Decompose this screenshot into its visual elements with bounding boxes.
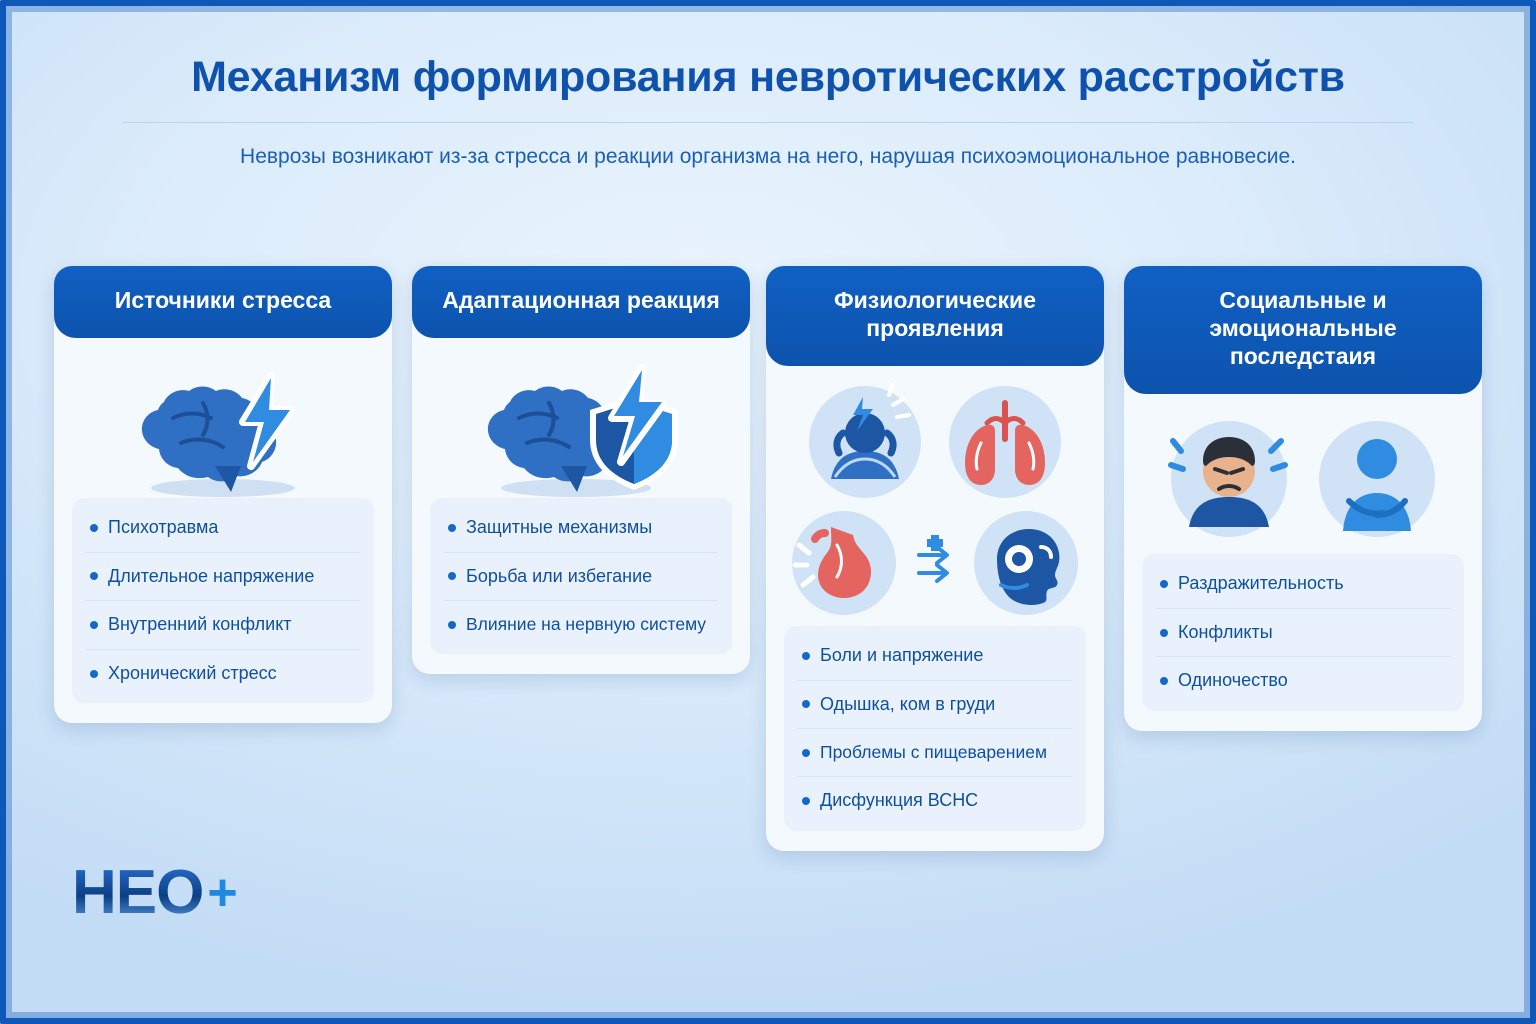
list-item[interactable]	[798, 729, 1072, 777]
bullet-icon	[1160, 629, 1168, 637]
bullet-icon	[802, 700, 810, 708]
bullet-icon	[802, 652, 810, 660]
bullet-icon	[1160, 677, 1168, 685]
lungs-icon	[941, 383, 1069, 501]
list-item[interactable]	[86, 504, 360, 553]
card-social-list	[1142, 554, 1464, 711]
card-adaptation-list	[430, 498, 732, 654]
list-item[interactable]	[444, 601, 718, 648]
social-icon-row	[1161, 415, 1445, 543]
arrow-flow-icon	[915, 533, 955, 593]
list-item[interactable]	[1156, 560, 1450, 609]
bullet-icon	[90, 670, 98, 678]
card-physiology-body	[766, 366, 1104, 851]
bullet-icon	[448, 621, 456, 629]
brand-logo[interactable]	[72, 858, 238, 927]
brand-logo-text: HEO	[72, 858, 204, 927]
card-social[interactable]	[1124, 266, 1482, 731]
list-item-label: Внутренний конфликт	[108, 614, 292, 635]
bullet-icon	[90, 524, 98, 532]
stomach-icon	[785, 507, 903, 619]
card-adaptation-body	[412, 338, 750, 674]
list-item-label: Одышка, ком в груди	[820, 693, 996, 714]
list-item[interactable]	[86, 650, 360, 698]
list-item-label: Одиночество	[1178, 670, 1288, 691]
list-item[interactable]	[798, 681, 1072, 730]
list-item-label: Боли и напряжение	[820, 645, 984, 666]
card-physiology[interactable]	[766, 266, 1104, 851]
list-item-label: Защитные механизмы	[466, 517, 653, 538]
card-adaptation-title: Адаптационная реакция	[412, 266, 750, 338]
list-item[interactable]	[1156, 609, 1450, 658]
list-item-label: Психотравма	[108, 517, 219, 538]
header-divider	[123, 122, 1413, 123]
list-item[interactable]	[444, 553, 718, 602]
nervous-head-icon	[967, 507, 1085, 619]
bullet-icon	[90, 621, 98, 629]
bullet-icon	[802, 749, 810, 757]
header	[0, 52, 1536, 170]
page-title: Механизм формирования невротических расстройств	[191, 53, 1345, 101]
list-item[interactable]	[798, 777, 1072, 825]
list-item[interactable]	[444, 504, 718, 553]
card-adaptation[interactable]	[412, 266, 750, 674]
card-social-illustration	[1142, 404, 1464, 554]
headache-person-icon	[801, 383, 929, 501]
lonely-person-icon	[1309, 415, 1445, 543]
card-social-body	[1124, 394, 1482, 731]
brain-with-bolt-icon	[103, 348, 343, 498]
list-item[interactable]	[86, 553, 360, 602]
list-item-label: Влияние на нервную систему	[466, 614, 707, 635]
angry-face-icon	[1161, 415, 1297, 543]
physiology-icon-row-top	[801, 383, 1069, 501]
physiology-icon-row-bottom	[785, 507, 1085, 619]
list-item[interactable]	[798, 632, 1072, 681]
card-adaptation-illustration	[430, 348, 732, 498]
card-physiology-illustration	[784, 376, 1086, 626]
list-item-label: Дисфункция ВСНС	[820, 790, 979, 811]
card-sources-body	[54, 338, 392, 723]
bullet-icon	[448, 572, 456, 580]
brand-logo-plus: +	[207, 864, 238, 922]
card-physiology-title: Физиологические проявления	[766, 266, 1104, 366]
list-item[interactable]	[1156, 657, 1450, 705]
page-subtitle: Неврозы возникают из-за стресса и реакции организма на него, нарушая психоэмоциональное равновесие.	[240, 144, 1296, 168]
card-sources-illustration	[72, 348, 374, 498]
list-item-label: Хронический стресс	[108, 662, 277, 683]
card-social-title: Социальные и эмоциональные последстаия	[1124, 266, 1482, 394]
list-item-label: Конфликты	[1178, 621, 1273, 642]
list-item-label: Борьба или избегание	[466, 565, 653, 586]
list-item-label: Проблемы с пищеварением	[820, 742, 1047, 763]
card-sources[interactable]	[54, 266, 392, 723]
bullet-icon	[1160, 580, 1168, 588]
brain-shield-bolt-icon	[456, 348, 706, 498]
list-item-label: Длительное напряжение	[108, 565, 315, 586]
bullet-icon	[448, 524, 456, 532]
bullet-icon	[802, 797, 810, 805]
card-sources-list	[72, 498, 374, 703]
card-physiology-list	[784, 626, 1086, 831]
list-item-label: Раздражительность	[1178, 573, 1344, 594]
list-item[interactable]	[86, 601, 360, 650]
card-sources-title: Источники стресса	[54, 266, 392, 338]
bullet-icon	[90, 572, 98, 580]
